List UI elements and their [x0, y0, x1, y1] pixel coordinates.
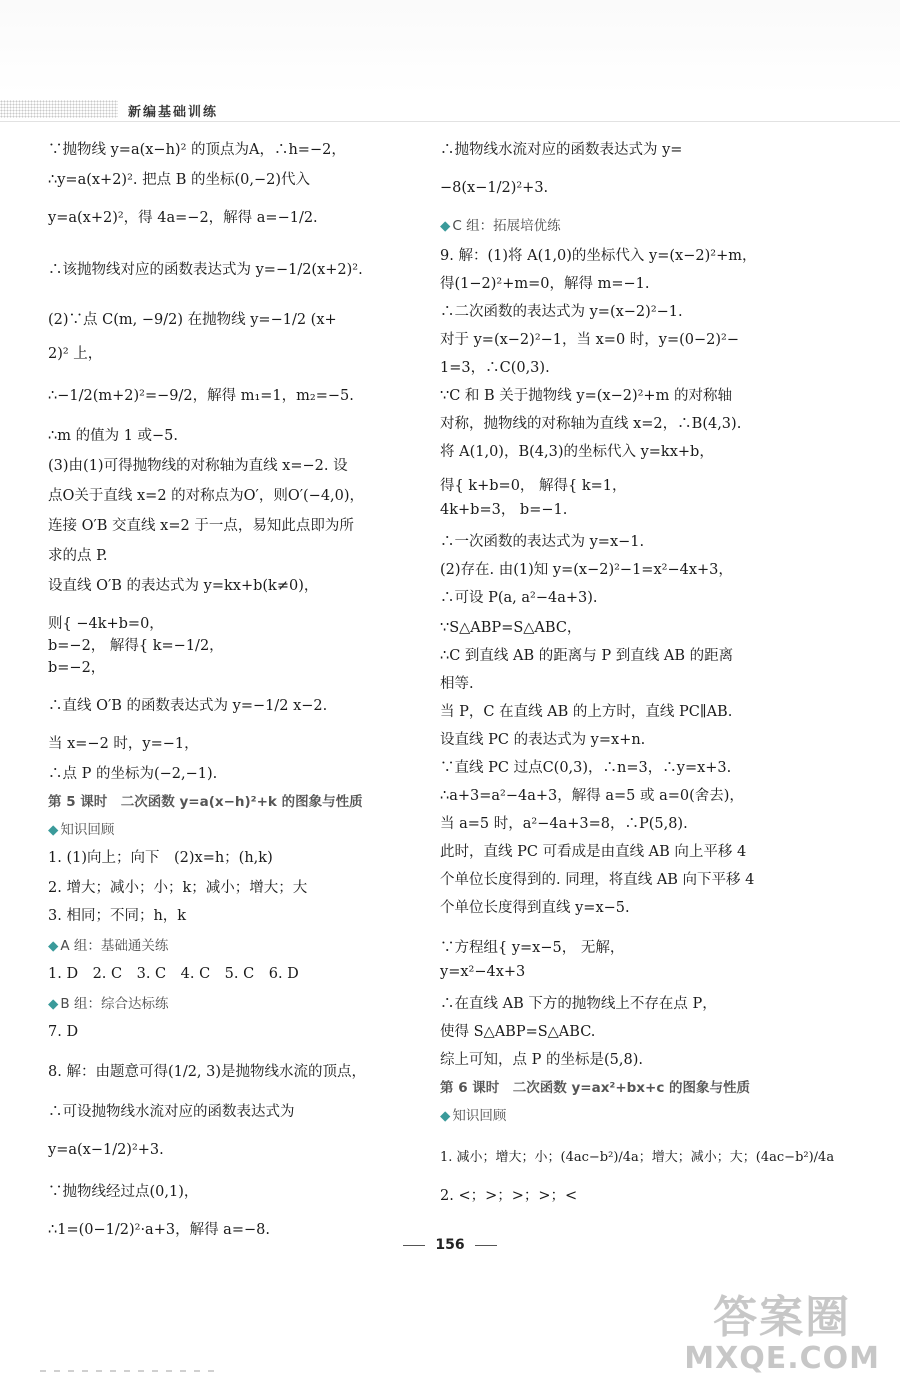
- text-line: 9. 解：(1)将 A(1,0)的坐标代入 y=(x−2)²+m，: [440, 248, 757, 264]
- diamond-icon: ◆: [440, 218, 451, 234]
- page-number-dash: [403, 1245, 425, 1246]
- text-line: ∵C 和 B 关于抛物线 y=(x−2)²+m 的对称轴: [440, 388, 732, 404]
- text-line: 使得 S△ABP=S△ABC.: [440, 1024, 596, 1040]
- diamond-icon: ◆: [48, 996, 59, 1012]
- answer-line: 1. 减小；增大；小；(4ac−b²)/4a；增大；减小；大；(4ac−b²)/4a: [440, 1150, 835, 1165]
- section-label: 知识回顾: [452, 1108, 507, 1124]
- section-label: A 组：基础通关练: [60, 938, 169, 954]
- text-line: 点O关于直线 x=2 的对称点为O′，则O′(−4,0)，: [48, 488, 365, 504]
- text-line: 对称，抛物线的对称轴为直线 x=2，∴B(4,3).: [440, 416, 742, 432]
- text-line: 求的点 P.: [48, 548, 108, 564]
- text-line: y=a(x−1/2)²+3.: [48, 1142, 164, 1158]
- equation-system-line: b=−2，: [48, 660, 106, 676]
- answer-line: 1. (1)向上；向下 (2)x=h；(h,k): [48, 850, 273, 866]
- scanned-page-top: [0, 0, 900, 95]
- text-line: ∵S△ABP=S△ABC，: [440, 620, 582, 636]
- section-heading: [48, 820, 114, 840]
- page-number-text: 156: [435, 1237, 465, 1253]
- text-line: 相等.: [440, 676, 474, 692]
- text-line: 个单位长度得到的. 同理，将直线 AB 向下平移 4: [440, 872, 755, 888]
- diamond-icon: ◆: [48, 822, 59, 838]
- text-line: ∴该抛物线对应的函数表达式为 y=−1/2(x+2)².: [48, 262, 363, 278]
- text-line: ∴C 到直线 AB 的距离与 P 到直线 AB 的距离: [440, 648, 734, 664]
- book-title: 新编基础训练: [128, 105, 219, 120]
- answer-line: 3. 相同；不同；h，k: [48, 908, 187, 924]
- text-line: ∴二次函数的表达式为 y=(x−2)²−1.: [440, 304, 683, 320]
- text-line: (2)存在. 由(1)知 y=(x−2)²−1=x²−4x+3，: [440, 562, 733, 578]
- text-line: 此时，直线 PC 可看成是由直线 AB 向上平移 4: [440, 844, 747, 860]
- text-line: 当 P，C 在直线 AB 的上方时，直线 PC∥AB.: [440, 704, 733, 720]
- section-heading: [440, 216, 561, 236]
- text-line: ∴a+3=a²−4a+3，解得 a=5 或 a=0(舍去)，: [440, 788, 744, 804]
- text-line: 当 x=−2 时，y=−1，: [48, 736, 199, 752]
- text-line: 将 A(1,0)，B(4,3)的坐标代入 y=kx+b，: [440, 444, 714, 460]
- text-line: ∴抛物线水流对应的函数表达式为 y=: [440, 142, 683, 158]
- text-line: 当 a=5 时，a²−4a+3=8，∴P(5,8).: [440, 816, 688, 832]
- equation-system-line: b=−2， 解得{ k=−1/2，: [48, 638, 224, 654]
- text-line: 设直线 O′B 的表达式为 y=kx+b(k≠0)，: [48, 578, 319, 594]
- answer-line: 7. D: [48, 1024, 79, 1040]
- text-line: (2)∵点 C(m, −9/2) 在抛物线 y=−1/2 (x+: [48, 312, 337, 328]
- page-number: [0, 1237, 900, 1253]
- text-line: ∴点 P 的坐标为(−2,−1).: [48, 766, 218, 782]
- header-dot-pattern: [0, 100, 118, 118]
- watermark-logo: [684, 1294, 880, 1376]
- text-line: 得(1−2)²+m=0，解得 m=−1.: [440, 276, 650, 292]
- text-line: 对于 y=(x−2)²−1，当 x=0 时，y=(0−2)²−: [440, 332, 739, 348]
- text-line: ∴可设 P(a, a²−4a+3).: [440, 590, 598, 606]
- text-line: 1=3，∴C(0,3).: [440, 360, 550, 376]
- section-heading: [440, 1106, 506, 1126]
- text-line: −8(x−1/2)²+3.: [440, 180, 549, 196]
- lesson-heading: 第 6 课时 二次函数 y=ax²+bx+c 的图象与性质: [440, 1080, 751, 1096]
- text-line: ∴1=(0−1/2)²·a+3，解得 a=−8.: [48, 1222, 270, 1238]
- text-line: ∵抛物线 y=a(x−h)² 的顶点为A，∴h=−2，: [48, 142, 346, 158]
- diamond-icon: ◆: [440, 1108, 451, 1124]
- lesson-heading: 第 5 课时 二次函数 y=a(x−h)²+k 的图象与性质: [48, 794, 363, 810]
- text-line: y=a(x+2)²，得 4a=−2，解得 a=−1/2.: [48, 210, 318, 226]
- text-line: (3)由(1)可得抛物线的对称轴为直线 x=−2. 设: [48, 458, 348, 474]
- text-line: 连接 O′B 交直线 x=2 于一点，易知此点即为所: [48, 518, 354, 534]
- header-rule: [0, 121, 900, 122]
- text-line: ∴m 的值为 1 或−5.: [48, 428, 179, 444]
- text-line: 个单位长度得到直线 y=x−5.: [440, 900, 630, 916]
- answer-line: 2. 增大；减小；小；k；减小；增大；大: [48, 880, 308, 896]
- watermark-line1: 答案圈: [713, 1292, 852, 1343]
- section-heading: [48, 936, 168, 956]
- answer-line: 1. D 2. C 3. C 4. C 5. C 6. D: [48, 966, 299, 982]
- text-line: ∴−1/2(m+2)²=−9/2，解得 m₁=1，m₂=−5.: [48, 388, 354, 404]
- text-line: ∴y=a(x+2)². 把点 B 的坐标(0,−2)代入: [48, 172, 311, 188]
- text-line: 综上可知，点 P 的坐标是(5,8).: [440, 1052, 643, 1068]
- equation-system-line: y=x²−4x+3: [440, 964, 526, 980]
- equation-system-line: ∵方程组{ y=x−5， 无解，: [440, 940, 625, 956]
- section-heading: [48, 994, 168, 1014]
- section-label: B 组：综合达标练: [60, 996, 169, 1012]
- equation-system-line: 则{ −4k+b=0，: [48, 616, 164, 632]
- diamond-icon: ◆: [48, 938, 59, 954]
- section-label: 知识回顾: [60, 822, 115, 838]
- text-line: ∴可设抛物线水流对应的函数表达式为: [48, 1104, 295, 1120]
- section-label: C 组：拓展培优练: [452, 218, 561, 234]
- watermark-line2: MXQE.COM: [684, 1341, 880, 1376]
- page-number-dash: [475, 1245, 497, 1246]
- equation-system-line: 得{ k+b=0， 解得{ k=1，: [440, 478, 627, 494]
- text-line: ∴在直线 AB 下方的抛物线上不存在点 P，: [440, 996, 717, 1012]
- equation-system-line: 4k+b=3， b=−1.: [440, 502, 568, 518]
- text-line: ∵抛物线经过点(0,1)，: [48, 1184, 199, 1200]
- text-line: 设直线 PC 的表达式为 y=x+n.: [440, 732, 646, 748]
- text-line: ∴一次函数的表达式为 y=x−1.: [440, 534, 645, 550]
- text-line: 8. 解：由题意可得(1/2, 3)是抛物线水流的顶点，: [48, 1064, 367, 1080]
- text-line: ∵直线 PC 过点C(0,3)，∴n=3，∴y=x+3.: [440, 760, 732, 776]
- scan-specks: [40, 1370, 220, 1372]
- text-line: ∴直线 O′B 的函数表达式为 y=−1/2 x−2.: [48, 698, 328, 714]
- text-line: 2)² 上，: [48, 346, 103, 362]
- answer-line: 2. <；>；>；>；<: [440, 1188, 578, 1204]
